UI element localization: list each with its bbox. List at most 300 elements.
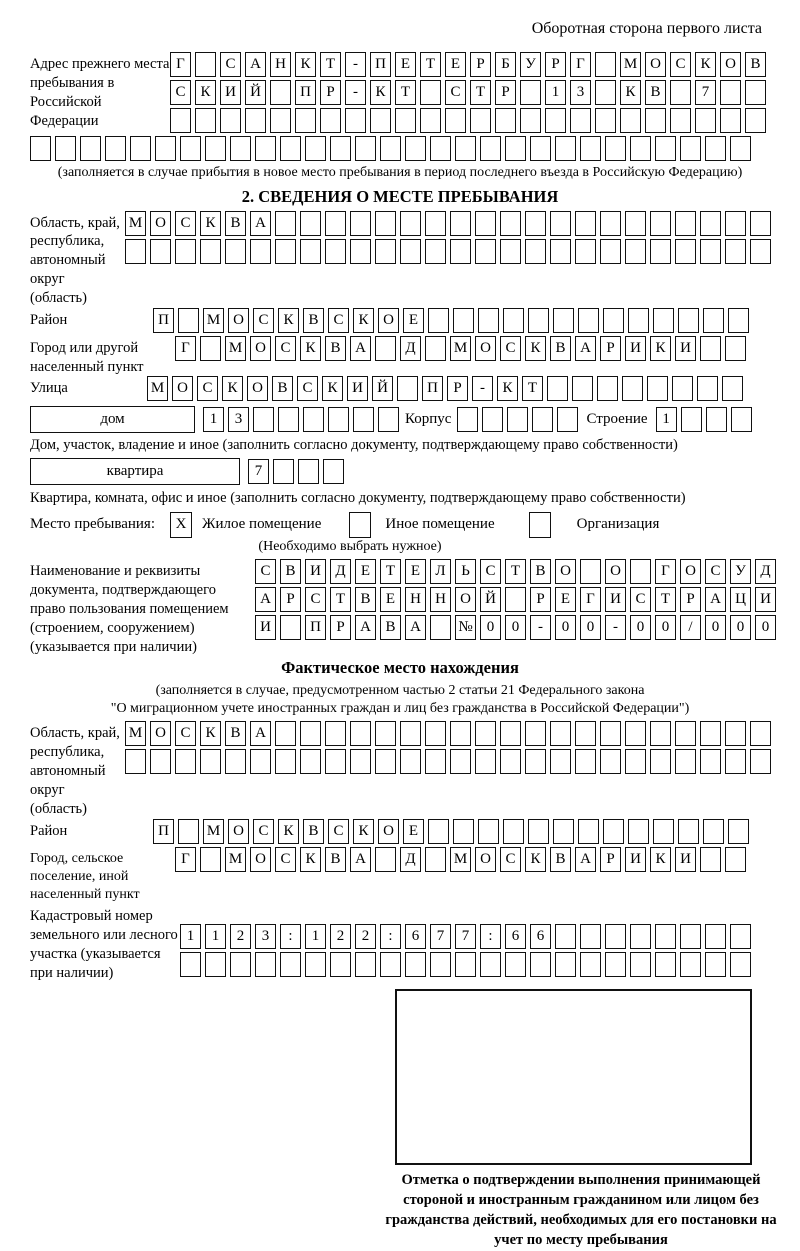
char-cell[interactable]: И — [347, 376, 368, 401]
char-cell[interactable] — [655, 924, 676, 949]
char-cell[interactable]: Т — [522, 376, 543, 401]
char-cell[interactable]: 7 — [695, 80, 716, 105]
char-cell[interactable] — [355, 136, 376, 161]
char-cell[interactable]: К — [200, 211, 221, 236]
char-cell[interactable]: О — [645, 52, 666, 77]
char-cell[interactable]: Е — [555, 587, 576, 612]
char-cell[interactable] — [355, 952, 376, 977]
char-cell[interactable] — [675, 211, 696, 236]
char-cell[interactable] — [298, 459, 319, 484]
document-row-2[interactable] — [255, 587, 780, 612]
char-cell[interactable] — [225, 749, 246, 774]
char-cell[interactable] — [650, 749, 671, 774]
char-cell[interactable] — [578, 819, 599, 844]
prev-address-row-1[interactable] — [170, 52, 770, 77]
char-cell[interactable] — [700, 749, 721, 774]
char-cell[interactable] — [725, 211, 746, 236]
char-cell[interactable] — [625, 211, 646, 236]
char-cell[interactable]: С — [328, 308, 349, 333]
char-cell[interactable]: А — [355, 615, 376, 640]
char-cell[interactable]: Д — [400, 336, 421, 361]
char-cell[interactable]: О — [378, 308, 399, 333]
char-cell[interactable] — [280, 952, 301, 977]
char-cell[interactable]: С — [197, 376, 218, 401]
char-cell[interactable]: С — [170, 80, 191, 105]
char-cell[interactable]: Т — [320, 52, 341, 77]
char-cell[interactable]: 2 — [330, 924, 351, 949]
char-cell[interactable] — [178, 308, 199, 333]
char-cell[interactable] — [553, 819, 574, 844]
char-cell[interactable] — [700, 847, 721, 872]
char-cell[interactable] — [495, 108, 516, 133]
char-cell[interactable]: В — [355, 587, 376, 612]
char-cell[interactable] — [553, 308, 574, 333]
char-cell[interactable] — [400, 749, 421, 774]
char-cell[interactable] — [595, 80, 616, 105]
char-cell[interactable] — [750, 211, 771, 236]
char-cell[interactable]: С — [670, 52, 691, 77]
char-cell[interactable] — [450, 211, 471, 236]
char-cell[interactable] — [703, 308, 724, 333]
char-cell[interactable]: М — [203, 308, 224, 333]
char-cell[interactable] — [653, 308, 674, 333]
char-cell[interactable]: С — [630, 587, 651, 612]
char-cell[interactable] — [278, 407, 299, 432]
char-cell[interactable] — [503, 819, 524, 844]
stroenie-cells[interactable] — [656, 406, 756, 432]
char-cell[interactable] — [507, 407, 528, 432]
char-cell[interactable] — [450, 239, 471, 264]
char-cell[interactable] — [600, 239, 621, 264]
city-row[interactable] — [175, 336, 770, 361]
char-cell[interactable]: 2 — [230, 924, 251, 949]
char-cell[interactable] — [125, 749, 146, 774]
char-cell[interactable]: И — [675, 847, 696, 872]
char-cell[interactable]: В — [325, 847, 346, 872]
char-cell[interactable]: Д — [755, 559, 776, 584]
char-cell[interactable] — [378, 407, 399, 432]
char-cell[interactable] — [30, 136, 51, 161]
char-cell[interactable] — [300, 749, 321, 774]
char-cell[interactable] — [350, 749, 371, 774]
char-cell[interactable] — [680, 136, 701, 161]
prev-address-row-3[interactable] — [170, 108, 770, 133]
char-cell[interactable]: К — [620, 80, 641, 105]
char-cell[interactable]: П — [153, 819, 174, 844]
char-cell[interactable] — [105, 136, 126, 161]
char-cell[interactable] — [475, 211, 496, 236]
char-cell[interactable]: О — [150, 721, 171, 746]
char-cell[interactable]: 7 — [455, 924, 476, 949]
char-cell[interactable]: С — [305, 587, 326, 612]
char-cell[interactable]: М — [450, 847, 471, 872]
char-cell[interactable]: В — [272, 376, 293, 401]
char-cell[interactable] — [572, 376, 593, 401]
char-cell[interactable]: Е — [395, 52, 416, 77]
actual-city-row[interactable] — [175, 847, 770, 872]
stay-type-checkbox-organization[interactable] — [529, 512, 551, 538]
char-cell[interactable]: К — [497, 376, 518, 401]
char-cell[interactable] — [353, 407, 374, 432]
char-cell[interactable]: И — [625, 847, 646, 872]
char-cell[interactable] — [205, 136, 226, 161]
char-cell[interactable] — [445, 108, 466, 133]
char-cell[interactable] — [328, 407, 349, 432]
char-cell[interactable] — [178, 819, 199, 844]
char-cell[interactable] — [195, 108, 216, 133]
char-cell[interactable] — [650, 239, 671, 264]
char-cell[interactable]: А — [250, 721, 271, 746]
char-cell[interactable] — [681, 407, 702, 432]
region-row-2[interactable] — [125, 239, 775, 264]
char-cell[interactable]: 0 — [730, 615, 751, 640]
apartment-box[interactable]: квартира — [30, 458, 240, 485]
stay-type-checkbox-residential[interactable]: X — [170, 512, 192, 538]
actual-district-row[interactable] — [153, 819, 770, 844]
char-cell[interactable] — [430, 952, 451, 977]
char-cell[interactable]: : — [480, 924, 501, 949]
char-cell[interactable]: - — [345, 52, 366, 77]
char-cell[interactable] — [420, 80, 441, 105]
char-cell[interactable]: М — [225, 336, 246, 361]
char-cell[interactable] — [580, 136, 601, 161]
char-cell[interactable] — [600, 721, 621, 746]
char-cell[interactable] — [275, 721, 296, 746]
char-cell[interactable] — [678, 308, 699, 333]
char-cell[interactable] — [125, 239, 146, 264]
char-cell[interactable]: Й — [372, 376, 393, 401]
char-cell[interactable] — [580, 952, 601, 977]
char-cell[interactable]: 3 — [255, 924, 276, 949]
char-cell[interactable]: К — [222, 376, 243, 401]
char-cell[interactable]: К — [370, 80, 391, 105]
char-cell[interactable]: 3 — [228, 407, 249, 432]
char-cell[interactable]: К — [278, 308, 299, 333]
char-cell[interactable] — [395, 108, 416, 133]
char-cell[interactable]: В — [303, 308, 324, 333]
char-cell[interactable]: М — [620, 52, 641, 77]
char-cell[interactable]: П — [295, 80, 316, 105]
char-cell[interactable] — [670, 80, 691, 105]
document-row-1[interactable] — [255, 559, 780, 584]
char-cell[interactable] — [595, 108, 616, 133]
char-cell[interactable] — [678, 819, 699, 844]
char-cell[interactable] — [550, 239, 571, 264]
char-cell[interactable]: Т — [380, 559, 401, 584]
char-cell[interactable]: 1 — [205, 924, 226, 949]
char-cell[interactable]: О — [720, 52, 741, 77]
char-cell[interactable]: С — [275, 847, 296, 872]
char-cell[interactable]: В — [225, 211, 246, 236]
char-cell[interactable] — [325, 749, 346, 774]
char-cell[interactable]: О — [475, 336, 496, 361]
char-cell[interactable] — [722, 376, 743, 401]
char-cell[interactable] — [350, 211, 371, 236]
char-cell[interactable]: Е — [445, 52, 466, 77]
char-cell[interactable] — [750, 239, 771, 264]
char-cell[interactable] — [180, 136, 201, 161]
char-cell[interactable] — [325, 211, 346, 236]
char-cell[interactable] — [80, 136, 101, 161]
char-cell[interactable] — [425, 749, 446, 774]
char-cell[interactable] — [725, 239, 746, 264]
char-cell[interactable]: - — [605, 615, 626, 640]
char-cell[interactable] — [275, 211, 296, 236]
char-cell[interactable] — [428, 308, 449, 333]
house-cells[interactable] — [203, 406, 403, 432]
char-cell[interactable] — [455, 136, 476, 161]
char-cell[interactable]: А — [350, 336, 371, 361]
char-cell[interactable] — [400, 239, 421, 264]
char-cell[interactable]: О — [680, 559, 701, 584]
char-cell[interactable] — [175, 239, 196, 264]
char-cell[interactable] — [380, 136, 401, 161]
char-cell[interactable]: 1 — [656, 407, 677, 432]
prev-address-row-4[interactable] — [30, 136, 770, 161]
char-cell[interactable]: 7 — [248, 459, 269, 484]
char-cell[interactable]: - — [345, 80, 366, 105]
char-cell[interactable] — [555, 924, 576, 949]
street-row[interactable] — [147, 376, 770, 401]
char-cell[interactable] — [725, 721, 746, 746]
char-cell[interactable] — [705, 136, 726, 161]
char-cell[interactable] — [630, 559, 651, 584]
char-cell[interactable]: О — [605, 559, 626, 584]
char-cell[interactable] — [580, 924, 601, 949]
char-cell[interactable]: С — [275, 336, 296, 361]
char-cell[interactable] — [720, 80, 741, 105]
char-cell[interactable] — [55, 136, 76, 161]
char-cell[interactable] — [705, 952, 726, 977]
char-cell[interactable]: 0 — [480, 615, 501, 640]
char-cell[interactable] — [370, 108, 391, 133]
char-cell[interactable]: О — [555, 559, 576, 584]
char-cell[interactable]: В — [645, 80, 666, 105]
char-cell[interactable] — [728, 819, 749, 844]
char-cell[interactable] — [130, 136, 151, 161]
char-cell[interactable] — [170, 108, 191, 133]
char-cell[interactable]: - — [530, 615, 551, 640]
char-cell[interactable]: К — [300, 336, 321, 361]
char-cell[interactable] — [230, 136, 251, 161]
char-cell[interactable]: О — [228, 819, 249, 844]
char-cell[interactable] — [700, 721, 721, 746]
char-cell[interactable] — [625, 239, 646, 264]
char-cell[interactable]: У — [730, 559, 751, 584]
char-cell[interactable] — [500, 721, 521, 746]
char-cell[interactable] — [325, 721, 346, 746]
cadastral-row-2[interactable] — [180, 952, 770, 977]
char-cell[interactable]: М — [203, 819, 224, 844]
char-cell[interactable]: В — [325, 336, 346, 361]
actual-region-row-2[interactable] — [125, 749, 775, 774]
char-cell[interactable] — [605, 952, 626, 977]
char-cell[interactable] — [525, 749, 546, 774]
char-cell[interactable] — [550, 721, 571, 746]
char-cell[interactable]: В — [550, 336, 571, 361]
char-cell[interactable]: К — [525, 847, 546, 872]
char-cell[interactable] — [697, 376, 718, 401]
cadastral-row-1[interactable] — [180, 924, 770, 949]
char-cell[interactable]: С — [297, 376, 318, 401]
char-cell[interactable]: С — [500, 336, 521, 361]
char-cell[interactable] — [520, 80, 541, 105]
char-cell[interactable]: О — [228, 308, 249, 333]
char-cell[interactable] — [280, 136, 301, 161]
char-cell[interactable]: К — [295, 52, 316, 77]
char-cell[interactable] — [220, 108, 241, 133]
char-cell[interactable]: 6 — [405, 924, 426, 949]
char-cell[interactable] — [505, 952, 526, 977]
char-cell[interactable] — [405, 952, 426, 977]
char-cell[interactable] — [425, 211, 446, 236]
char-cell[interactable] — [430, 615, 451, 640]
char-cell[interactable] — [622, 376, 643, 401]
char-cell[interactable]: К — [353, 308, 374, 333]
char-cell[interactable] — [680, 924, 701, 949]
char-cell[interactable]: 0 — [555, 615, 576, 640]
char-cell[interactable] — [305, 136, 326, 161]
char-cell[interactable]: К — [650, 847, 671, 872]
char-cell[interactable] — [600, 749, 621, 774]
char-cell[interactable] — [650, 721, 671, 746]
char-cell[interactable]: Е — [380, 587, 401, 612]
char-cell[interactable] — [653, 819, 674, 844]
char-cell[interactable]: Р — [447, 376, 468, 401]
char-cell[interactable] — [550, 749, 571, 774]
char-cell[interactable] — [628, 308, 649, 333]
char-cell[interactable]: - — [472, 376, 493, 401]
char-cell[interactable]: С — [253, 308, 274, 333]
char-cell[interactable]: П — [422, 376, 443, 401]
char-cell[interactable]: Е — [355, 559, 376, 584]
char-cell[interactable] — [557, 407, 578, 432]
char-cell[interactable] — [350, 721, 371, 746]
char-cell[interactable]: Р — [495, 80, 516, 105]
char-cell[interactable] — [330, 952, 351, 977]
char-cell[interactable] — [628, 819, 649, 844]
char-cell[interactable] — [528, 308, 549, 333]
char-cell[interactable] — [580, 559, 601, 584]
char-cell[interactable] — [453, 308, 474, 333]
char-cell[interactable] — [425, 336, 446, 361]
char-cell[interactable] — [478, 819, 499, 844]
char-cell[interactable]: В — [530, 559, 551, 584]
district-row[interactable] — [153, 308, 770, 333]
char-cell[interactable] — [675, 239, 696, 264]
char-cell[interactable]: Р — [320, 80, 341, 105]
char-cell[interactable]: У — [520, 52, 541, 77]
char-cell[interactable]: Р — [545, 52, 566, 77]
char-cell[interactable]: 6 — [530, 924, 551, 949]
document-row-3[interactable] — [255, 615, 780, 640]
char-cell[interactable] — [730, 136, 751, 161]
char-cell[interactable] — [655, 136, 676, 161]
char-cell[interactable] — [645, 108, 666, 133]
char-cell[interactable] — [695, 108, 716, 133]
char-cell[interactable]: Р — [530, 587, 551, 612]
char-cell[interactable] — [255, 952, 276, 977]
char-cell[interactable]: Е — [403, 819, 424, 844]
char-cell[interactable]: Г — [175, 847, 196, 872]
char-cell[interactable] — [450, 749, 471, 774]
char-cell[interactable]: И — [625, 336, 646, 361]
char-cell[interactable]: Й — [480, 587, 501, 612]
char-cell[interactable]: П — [370, 52, 391, 77]
char-cell[interactable] — [530, 952, 551, 977]
char-cell[interactable] — [323, 459, 344, 484]
char-cell[interactable] — [200, 749, 221, 774]
char-cell[interactable] — [672, 376, 693, 401]
char-cell[interactable] — [175, 749, 196, 774]
char-cell[interactable]: 2 — [355, 924, 376, 949]
char-cell[interactable]: М — [125, 721, 146, 746]
char-cell[interactable] — [655, 952, 676, 977]
char-cell[interactable] — [425, 847, 446, 872]
char-cell[interactable]: : — [380, 924, 401, 949]
char-cell[interactable]: К — [353, 819, 374, 844]
char-cell[interactable]: : — [280, 924, 301, 949]
char-cell[interactable] — [273, 459, 294, 484]
char-cell[interactable] — [603, 308, 624, 333]
char-cell[interactable] — [300, 721, 321, 746]
char-cell[interactable] — [195, 52, 216, 77]
char-cell[interactable]: 1 — [180, 924, 201, 949]
char-cell[interactable]: П — [305, 615, 326, 640]
char-cell[interactable]: Т — [470, 80, 491, 105]
char-cell[interactable]: С — [175, 211, 196, 236]
char-cell[interactable] — [731, 407, 752, 432]
char-cell[interactable] — [605, 924, 626, 949]
char-cell[interactable] — [230, 952, 251, 977]
char-cell[interactable] — [630, 952, 651, 977]
char-cell[interactable] — [600, 211, 621, 236]
char-cell[interactable] — [275, 749, 296, 774]
char-cell[interactable] — [155, 136, 176, 161]
char-cell[interactable] — [200, 239, 221, 264]
char-cell[interactable] — [320, 108, 341, 133]
char-cell[interactable] — [728, 308, 749, 333]
char-cell[interactable] — [303, 407, 324, 432]
char-cell[interactable] — [400, 211, 421, 236]
char-cell[interactable]: К — [525, 336, 546, 361]
char-cell[interactable]: Т — [420, 52, 441, 77]
char-cell[interactable] — [275, 239, 296, 264]
char-cell[interactable]: К — [322, 376, 343, 401]
char-cell[interactable]: Л — [430, 559, 451, 584]
char-cell[interactable] — [482, 407, 503, 432]
char-cell[interactable] — [675, 749, 696, 774]
region-row-1[interactable] — [125, 211, 775, 236]
char-cell[interactable] — [200, 847, 221, 872]
char-cell[interactable] — [706, 407, 727, 432]
char-cell[interactable]: К — [278, 819, 299, 844]
char-cell[interactable] — [200, 336, 221, 361]
char-cell[interactable] — [525, 721, 546, 746]
char-cell[interactable]: Й — [245, 80, 266, 105]
char-cell[interactable]: А — [255, 587, 276, 612]
char-cell[interactable]: Г — [170, 52, 191, 77]
char-cell[interactable] — [700, 239, 721, 264]
char-cell[interactable]: Р — [470, 52, 491, 77]
char-cell[interactable]: К — [650, 336, 671, 361]
char-cell[interactable]: 1 — [545, 80, 566, 105]
char-cell[interactable] — [500, 239, 521, 264]
char-cell[interactable]: А — [575, 336, 596, 361]
char-cell[interactable] — [325, 239, 346, 264]
char-cell[interactable]: А — [575, 847, 596, 872]
char-cell[interactable] — [480, 136, 501, 161]
